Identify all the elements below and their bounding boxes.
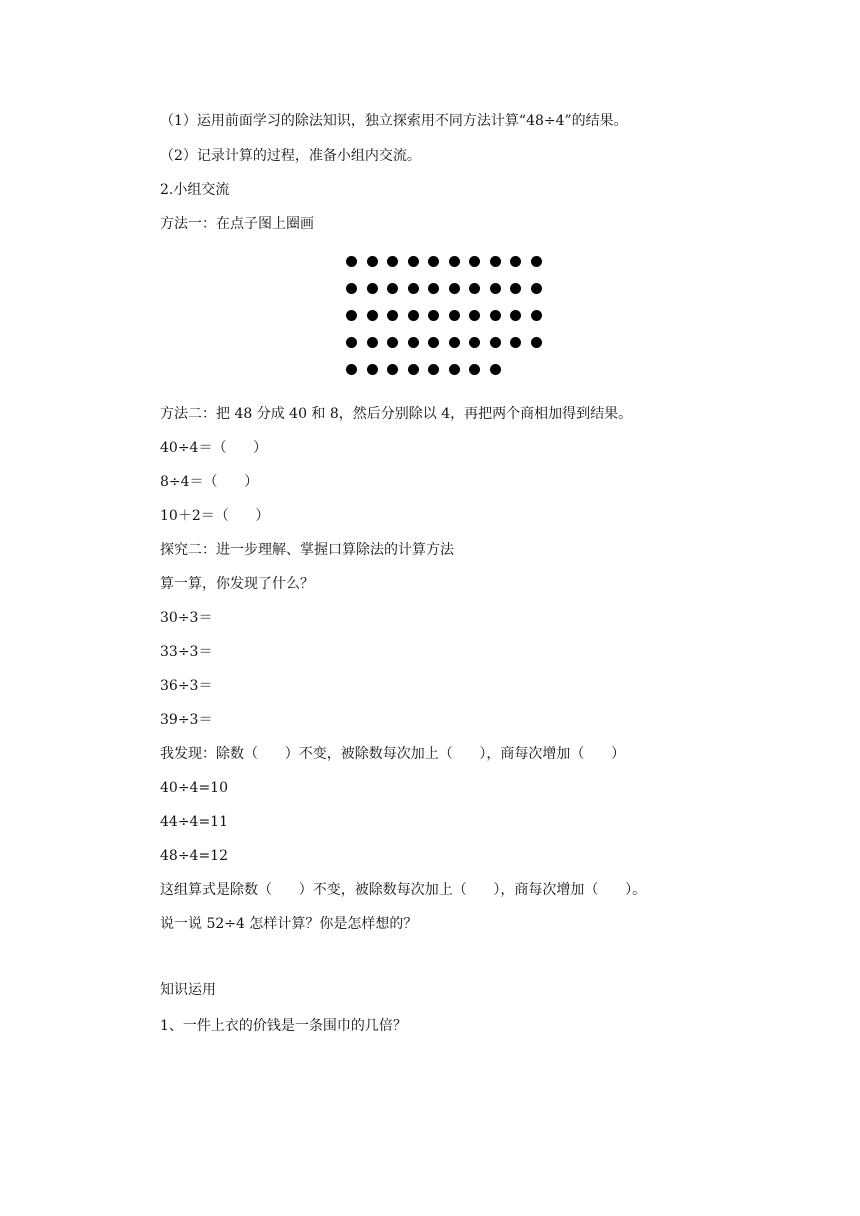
- dot: [490, 283, 501, 294]
- dot: [510, 310, 521, 321]
- question-1-text: 1、一件上衣的价钱是一条围巾的几倍？: [160, 1018, 407, 1034]
- dot: [490, 256, 501, 267]
- dot: [387, 256, 398, 267]
- equation-line: 44÷4=11: [160, 814, 228, 830]
- equation-line: 30÷3＝: [160, 610, 213, 626]
- explore-heading: 探究二：进一步理解、掌握口算除法的计算方法: [160, 542, 454, 558]
- finding-text: 我发现：除数（ ）不变，被除数每次加上（ ），商每次增加（ ）: [160, 746, 626, 762]
- equation-line: 40÷4=10: [160, 780, 228, 796]
- dot: [469, 256, 480, 267]
- dot: [346, 283, 357, 294]
- dot: [510, 283, 521, 294]
- dot: [490, 364, 501, 375]
- dot: [490, 337, 501, 348]
- dot: [469, 283, 480, 294]
- dot: [408, 364, 419, 375]
- dot: [449, 256, 460, 267]
- equation-line: 36÷3＝: [160, 678, 213, 694]
- equation-line: 8÷4＝（ ）: [160, 474, 259, 490]
- dot: [387, 364, 398, 375]
- dot: [531, 283, 542, 294]
- dot: [408, 256, 419, 267]
- dot: [510, 256, 521, 267]
- equation-line: 48÷4=12: [160, 848, 228, 864]
- discussion-prompt: 说一说 52÷4 怎样计算？你是怎样想的？: [160, 916, 418, 932]
- prompt-text: 算一算，你发现了什么？: [160, 576, 314, 592]
- equation-line: 40÷4＝（ ）: [160, 440, 268, 456]
- dot-array-diagram: [346, 256, 546, 380]
- dot: [408, 310, 419, 321]
- dot: [367, 283, 378, 294]
- equation-line: 10＋2＝（ ）: [160, 508, 270, 524]
- dot: [490, 310, 501, 321]
- dot: [428, 310, 439, 321]
- dot: [449, 283, 460, 294]
- dot: [449, 337, 460, 348]
- dot: [367, 337, 378, 348]
- dot: [449, 310, 460, 321]
- dot: [531, 310, 542, 321]
- pattern-text: 这组算式是除数（ ）不变，被除数每次加上（ ），商每次增加（ ）。: [160, 882, 647, 898]
- dot: [449, 364, 460, 375]
- dot: [346, 256, 357, 267]
- dot: [469, 337, 480, 348]
- dot: [469, 364, 480, 375]
- section-heading: 2.小组交流: [160, 182, 230, 198]
- equation-line: 33÷3＝: [160, 644, 213, 660]
- dot: [469, 310, 480, 321]
- dot: [428, 283, 439, 294]
- dot: [387, 337, 398, 348]
- dot: [428, 256, 439, 267]
- dot: [346, 337, 357, 348]
- task-2-text: （2）记录计算的过程，准备小组内交流。: [160, 148, 421, 164]
- dot: [346, 364, 357, 375]
- dot: [367, 310, 378, 321]
- dot: [428, 364, 439, 375]
- dot: [367, 364, 378, 375]
- dot: [428, 337, 439, 348]
- dot: [531, 256, 542, 267]
- equation-line: 39÷3＝: [160, 712, 213, 728]
- dot: [387, 310, 398, 321]
- dot: [367, 256, 378, 267]
- dot: [510, 337, 521, 348]
- dot: [408, 283, 419, 294]
- dot: [387, 283, 398, 294]
- method-1-text: 方法一：在点子图上圈画: [160, 216, 314, 232]
- task-1-text: （1）运用前面学习的除法知识，独立探索用不同方法计算“48÷4”的结果。: [160, 113, 628, 129]
- knowledge-heading: 知识运用: [160, 982, 216, 998]
- dot: [408, 337, 419, 348]
- dot: [531, 337, 542, 348]
- method-2-text: 方法二：把 48 分成 40 和 8，然后分别除以 4，再把两个商相加得到结果。: [160, 406, 633, 422]
- dot: [346, 310, 357, 321]
